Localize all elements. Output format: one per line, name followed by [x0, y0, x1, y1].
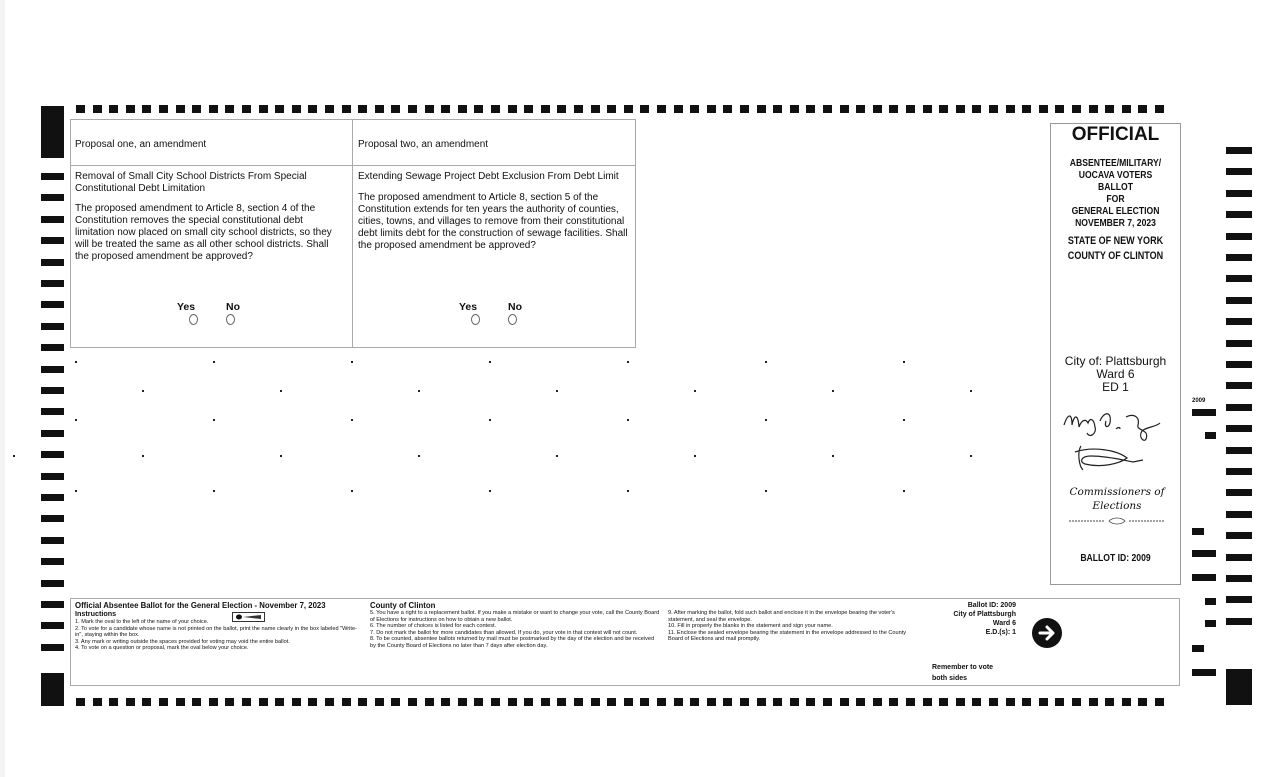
timing-mark	[773, 105, 782, 113]
timing-mark	[574, 105, 583, 113]
timing-mark	[1039, 105, 1048, 113]
county-label: COUNTY OF CLINTON	[1067, 250, 1164, 262]
timing-mark	[142, 105, 151, 113]
timing-mark	[225, 105, 234, 113]
ballot-type-block	[1050, 157, 1181, 229]
timing-mark	[41, 601, 64, 608]
timing-mark	[856, 698, 865, 706]
timing-mark	[889, 698, 898, 706]
instruction-item: 5. You have a right to a replacement ballot. If you make a mistake or want to change your vote, call the County Board of Elections for instructions on how to obtain a new ballot.	[370, 610, 660, 623]
grid-dot	[903, 490, 905, 492]
timing-mark	[159, 105, 168, 113]
timing-mark	[840, 698, 849, 706]
timing-mark	[1105, 105, 1114, 113]
timing-mark	[707, 105, 716, 113]
grid-dot	[627, 361, 629, 363]
timing-mark	[1192, 645, 1204, 652]
timing-mark	[690, 105, 699, 113]
timing-mark	[41, 216, 64, 223]
timing-mark	[923, 105, 932, 113]
timing-mark	[1055, 105, 1064, 113]
grid-dot	[213, 490, 215, 492]
timing-mark	[1226, 468, 1252, 475]
timing-mark	[1022, 105, 1031, 113]
timing-mark	[541, 698, 550, 706]
grid-dot	[489, 361, 491, 363]
timing-mark	[458, 698, 467, 706]
timing-mark	[325, 105, 334, 113]
timing-mark	[308, 698, 317, 706]
timing-mark	[425, 698, 434, 706]
timing-mark	[1205, 620, 1216, 627]
grid-dot	[765, 419, 767, 421]
proposal-two-body: The proposed amendment to Article 8, section 5 of the Constitution extends for ten years the authority of counties, cities, towns, and villages to remove from their constitutional debt limits debt for the construction of sewage facilities. Shall the proposed amendment be approved?	[358, 192, 628, 251]
timing-mark	[1039, 698, 1048, 706]
timing-mark	[707, 698, 716, 706]
timing-mark	[1006, 698, 1015, 706]
timing-mark	[640, 105, 649, 113]
timing-mark	[391, 105, 400, 113]
timing-mark	[458, 105, 467, 113]
timing-mark	[41, 194, 64, 201]
proposal-two-header: Proposal two, an amendment	[358, 139, 489, 150]
timing-mark	[1226, 669, 1252, 705]
timing-mark	[508, 105, 517, 113]
timing-mark	[1226, 489, 1252, 496]
timing-mark	[41, 673, 64, 706]
timing-mark	[541, 105, 550, 113]
instruction-item: 4. To vote on a question or proposal, mark the oval below your choice.	[75, 645, 249, 652]
timing-mark	[607, 698, 616, 706]
timing-mark	[591, 105, 600, 113]
timing-mark	[1226, 596, 1252, 603]
timing-mark	[989, 105, 998, 113]
timing-mark	[823, 698, 832, 706]
timing-mark	[308, 105, 317, 113]
timing-mark	[209, 105, 218, 113]
proposal-one-header: Proposal one, an amendment	[75, 139, 207, 150]
timing-mark	[1192, 528, 1204, 535]
right-code: 2009	[1192, 398, 1206, 404]
grid-dot	[970, 455, 972, 457]
commissioners-label: Commissioners of Elections	[1069, 486, 1165, 512]
timing-mark	[358, 698, 367, 706]
grid-dot	[489, 490, 491, 492]
timing-mark	[425, 105, 434, 113]
timing-mark	[1205, 598, 1216, 605]
timing-mark	[906, 105, 915, 113]
timing-mark	[192, 105, 201, 113]
timing-mark	[408, 698, 417, 706]
timing-mark	[225, 698, 234, 706]
timing-mark	[41, 558, 64, 565]
footer-county-heading: County of Clinton	[370, 601, 436, 610]
timing-mark	[275, 105, 284, 113]
timing-mark	[109, 698, 118, 706]
timing-mark	[76, 105, 85, 113]
timing-mark	[41, 323, 64, 330]
timing-mark	[41, 344, 64, 351]
timing-mark	[591, 698, 600, 706]
instruction-item: 11. Enclose the sealed envelope bearing the statement in the envelope addressed to the County Board of Elections and mail promptly.	[668, 629, 907, 643]
grid-dot	[694, 390, 696, 392]
proposal-one-title: Removal of Small City School Districts From Special Constitutional Debt Limitation	[75, 171, 307, 194]
footer-ward: Ward 6	[992, 620, 1016, 627]
grid-dot	[832, 455, 834, 457]
timing-mark	[1205, 432, 1216, 439]
timing-mark	[41, 494, 64, 501]
timing-mark	[690, 698, 699, 706]
ed-label: ED 1	[1102, 380, 1129, 394]
grid-dot	[627, 490, 629, 492]
timing-mark	[242, 698, 251, 706]
timing-mark	[1155, 698, 1164, 706]
grid-dot	[903, 419, 905, 421]
timing-mark	[1226, 511, 1252, 518]
timing-mark	[1192, 574, 1216, 581]
timing-mark	[242, 105, 251, 113]
timing-mark	[1022, 698, 1031, 706]
grid-dot	[351, 490, 353, 492]
timing-mark	[723, 105, 732, 113]
timing-mark	[956, 105, 965, 113]
instruction-item: 3. Any mark or writing outside the spaces provided for voting may void the entire ballot.	[75, 638, 290, 645]
footer-title: Official Absentee Ballot for the General Election - November 7, 2023	[75, 601, 326, 610]
grid-dot	[970, 390, 972, 392]
grid-dot	[765, 361, 767, 363]
timing-mark	[823, 105, 832, 113]
timing-mark	[159, 698, 168, 706]
timing-mark	[873, 105, 882, 113]
timing-mark	[1226, 361, 1252, 368]
timing-mark	[1122, 698, 1131, 706]
timing-mark	[1226, 168, 1252, 175]
timing-mark	[1226, 532, 1252, 539]
timing-mark	[657, 698, 666, 706]
timing-mark	[76, 698, 85, 706]
timing-mark	[1089, 698, 1098, 706]
timing-mark	[889, 105, 898, 113]
footer-ed: E.D.(s): 1	[985, 629, 1016, 636]
timing-mark	[41, 237, 64, 244]
side-ballot-id: BALLOT ID: 2009	[1080, 552, 1151, 564]
grid-dot	[627, 419, 629, 421]
official-heading: OFFICIAL	[1071, 124, 1160, 145]
grid-dot	[75, 419, 77, 421]
timing-mark	[873, 698, 882, 706]
timing-mark	[474, 105, 483, 113]
timing-mark	[41, 430, 64, 437]
instruction-item: 8. To be counted, absentee ballots returned by mail must be postmarked by the day of the election and be received by the County Board of Elections no later than 7 days after election day.	[370, 636, 655, 649]
timing-mark	[126, 698, 135, 706]
timing-mark	[856, 105, 865, 113]
timing-mark	[142, 698, 151, 706]
timing-mark	[391, 698, 400, 706]
timing-mark	[1226, 554, 1252, 561]
grid-dot	[418, 455, 420, 457]
proposal-two-no-oval[interactable]	[508, 314, 517, 325]
timing-mark	[1192, 669, 1216, 676]
footer-ballot-id: Ballot ID: 2009	[967, 602, 1016, 609]
timing-mark	[1226, 318, 1252, 325]
timing-mark	[906, 698, 915, 706]
timing-mark	[259, 105, 268, 113]
proposal-header-rule	[70, 165, 636, 166]
grid-dot	[13, 455, 15, 457]
grid-dot	[489, 419, 491, 421]
timing-mark	[1055, 698, 1064, 706]
timing-mark	[1226, 147, 1252, 154]
remember-label-2: both sides	[932, 675, 968, 682]
instruction-item: 2. To vote for a candidate whose name is not printed on the ballot, print the name clearly in the box labeled "Write-in", staying within the box.	[75, 625, 357, 639]
timing-mark	[624, 105, 633, 113]
timing-mark	[557, 105, 566, 113]
grid-dot	[694, 455, 696, 457]
proposal-two-yes-label: Yes	[459, 301, 478, 313]
ward-label: Ward 6	[1096, 367, 1135, 381]
timing-mark	[757, 105, 766, 113]
timing-mark	[923, 698, 932, 706]
timing-mark	[773, 698, 782, 706]
commissioners-emblem	[1067, 517, 1167, 525]
ballot-type-line: UOCAVA VOTERS BALLOT	[1078, 169, 1153, 193]
timing-mark	[1226, 275, 1252, 282]
grid-dot	[75, 490, 77, 492]
timing-mark	[342, 698, 351, 706]
proposal-one-no-oval[interactable]	[226, 314, 235, 325]
timing-mark	[41, 259, 64, 266]
timing-mark	[524, 105, 533, 113]
grid-dot	[351, 419, 353, 421]
proposal-two-no-label: No	[508, 301, 522, 313]
grid-dot	[213, 419, 215, 421]
footer-instructions-col2	[370, 610, 660, 650]
instruction-item: 1. Mark the oval to the left of the name of your choice.	[75, 619, 209, 625]
grid-dot	[556, 455, 558, 457]
timing-mark	[375, 698, 384, 706]
city-label: City of: Plattsburgh	[1064, 354, 1167, 368]
timing-mark	[41, 580, 64, 587]
timing-mark	[1226, 340, 1252, 347]
timing-mark	[972, 105, 981, 113]
ballot-type-line: NOVEMBER 7, 2023	[1075, 217, 1156, 229]
timing-mark	[939, 105, 948, 113]
timing-mark	[640, 698, 649, 706]
timing-mark	[41, 451, 64, 458]
timing-mark	[674, 105, 683, 113]
timing-mark	[1105, 698, 1114, 706]
grid-dot	[142, 455, 144, 457]
timing-mark	[209, 698, 218, 706]
instruction-item: 7. Do not mark the ballot for more candidates than allowed. If you do, your vote in that contest will not count.	[370, 629, 638, 636]
timing-mark	[1226, 190, 1252, 197]
proposal-one-body: The proposed amendment to Article 8, section 4 of the Constitution removes the special constitutional debt limitation now placed on small city school districts, so they will be treated the same as all other school districts. Shall the proposed amendment be approved?	[75, 203, 332, 262]
ballot-type-line: FOR	[1106, 193, 1125, 205]
timing-mark	[176, 105, 185, 113]
timing-mark	[1226, 233, 1252, 240]
timing-mark	[1072, 698, 1081, 706]
grid-dot	[351, 361, 353, 363]
timing-mark	[325, 698, 334, 706]
timing-mark	[790, 105, 799, 113]
timing-mark	[790, 698, 799, 706]
timing-mark	[508, 698, 517, 706]
timing-mark	[806, 105, 815, 113]
ballot-type-line: GENERAL ELECTION	[1071, 205, 1160, 217]
timing-mark	[624, 698, 633, 706]
footer-instructions-col3	[668, 610, 918, 643]
timing-mark	[358, 105, 367, 113]
proposal-two-yes-oval[interactable]	[471, 314, 480, 325]
timing-mark	[840, 105, 849, 113]
timing-mark	[1226, 447, 1252, 454]
timing-mark	[126, 105, 135, 113]
timing-mark	[1226, 618, 1252, 625]
timing-mark	[1226, 404, 1252, 411]
timing-mark	[491, 698, 500, 706]
timing-mark	[41, 366, 64, 373]
timing-mark	[1122, 105, 1131, 113]
footer-instructions-col1	[75, 619, 357, 652]
right-arrow-circle-icon	[1032, 618, 1062, 648]
state-label: STATE OF NEW YORK	[1067, 235, 1164, 247]
timing-mark	[939, 698, 948, 706]
grid-dot	[142, 390, 144, 392]
grid-dot	[280, 455, 282, 457]
timing-mark	[441, 698, 450, 706]
timing-mark	[41, 280, 64, 287]
timing-mark	[607, 105, 616, 113]
timing-mark	[109, 105, 118, 113]
timing-mark	[192, 698, 201, 706]
proposal-one-yes-label: Yes	[177, 301, 196, 313]
timing-mark	[806, 698, 815, 706]
timing-mark	[93, 105, 102, 113]
timing-mark	[1226, 575, 1252, 582]
timing-mark	[41, 473, 64, 480]
grid-dot	[556, 390, 558, 392]
timing-mark	[491, 105, 500, 113]
proposal-one-no-label: No	[226, 301, 240, 313]
timing-mark	[292, 105, 301, 113]
timing-mark	[557, 698, 566, 706]
timing-mark	[41, 173, 64, 180]
timing-mark	[41, 644, 64, 651]
timing-mark	[1192, 409, 1216, 416]
instruction-item: 10. Fill in properly the blanks in the statement and sign your name.	[668, 623, 833, 630]
timing-mark	[740, 105, 749, 113]
timing-mark	[1155, 105, 1164, 113]
timing-mark	[1226, 382, 1252, 389]
timing-mark	[41, 106, 64, 158]
grid-dot	[280, 390, 282, 392]
grid-dot	[75, 361, 77, 363]
timing-mark	[41, 537, 64, 544]
timing-mark	[574, 698, 583, 706]
timing-mark	[342, 105, 351, 113]
timing-mark	[657, 105, 666, 113]
timing-mark	[1192, 550, 1216, 557]
commissioner-signature-1	[1060, 403, 1170, 443]
timing-mark	[989, 698, 998, 706]
grid-dot	[418, 390, 420, 392]
timing-mark	[1006, 105, 1015, 113]
timing-mark	[41, 408, 64, 415]
timing-mark	[723, 698, 732, 706]
timing-mark	[1138, 105, 1147, 113]
timing-mark	[375, 105, 384, 113]
timing-mark	[441, 105, 450, 113]
timing-mark	[41, 387, 64, 394]
instruction-item: 6. The number of choices is listed for each contest.	[370, 623, 497, 630]
timing-mark	[524, 698, 533, 706]
proposal-divider	[352, 119, 353, 348]
proposal-two-title: Extending Sewage Project Debt Exclusion From Debt Limit	[358, 171, 619, 182]
footer-city: City of Plattsburgh	[953, 611, 1016, 618]
timing-mark	[1226, 297, 1252, 304]
ballot-type-line: ABSENTEE/MILITARY/	[1069, 157, 1162, 169]
timing-mark	[740, 698, 749, 706]
timing-mark	[1089, 105, 1098, 113]
instruction-item: 9. After marking the ballot, fold such ballot and enclose it in the envelope bearing the voter's statement, and seal the envelope.	[668, 610, 895, 623]
commissioner-signature-2	[1067, 442, 1147, 474]
grid-dot	[903, 361, 905, 363]
timing-mark	[292, 698, 301, 706]
timing-mark	[1226, 425, 1252, 432]
timing-mark	[41, 301, 64, 308]
timing-mark	[757, 698, 766, 706]
timing-mark	[674, 698, 683, 706]
timing-mark	[275, 698, 284, 706]
timing-mark	[41, 515, 64, 522]
timing-mark	[956, 698, 965, 706]
grid-dot	[832, 390, 834, 392]
timing-mark	[972, 698, 981, 706]
ballot-sheet	[5, 0, 1280, 777]
timing-mark	[1138, 698, 1147, 706]
timing-mark	[93, 698, 102, 706]
footer-instructions-heading: Instructions	[75, 609, 117, 618]
timing-mark	[259, 698, 268, 706]
grid-dot	[765, 490, 767, 492]
proposal-one-yes-oval[interactable]	[189, 314, 198, 325]
timing-mark	[1226, 211, 1252, 218]
timing-mark	[1072, 105, 1081, 113]
timing-mark	[176, 698, 185, 706]
timing-mark	[408, 105, 417, 113]
remember-label: Remember to vote	[932, 664, 994, 671]
timing-mark	[1226, 254, 1252, 261]
timing-mark	[474, 698, 483, 706]
grid-dot	[213, 361, 215, 363]
timing-mark	[41, 622, 64, 629]
